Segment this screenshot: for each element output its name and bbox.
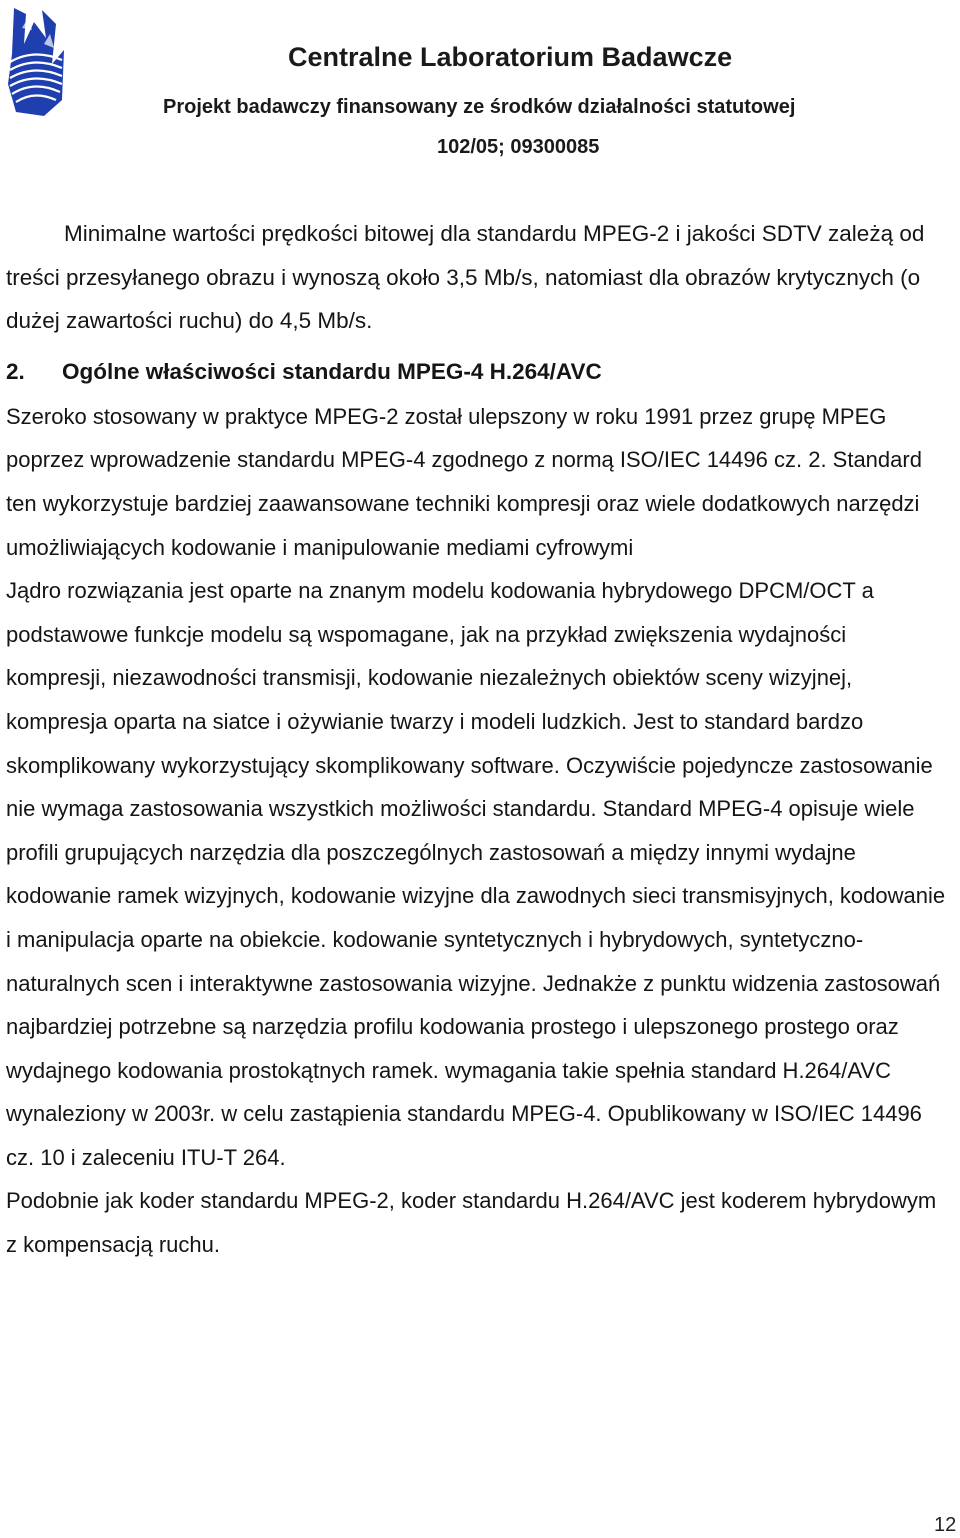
paragraph-mpeg4-intro: Szeroko stosowany w praktyce MPEG-2 został ulepszony w roku 1991 przez grupę MPEG poprzez wprowadzenie standardu MPEG-4 zgodnego z normą ISO/IEC 14496 cz. 2. Standard ten wykorzystuje bardziej zaawansowane techniki kompresji oraz wiele dodatkowych narzędzi umożliwiających kodowanie i manipulowanie mediami cyfrowymi (6, 403, 922, 560)
document-body (6, 212, 946, 1267)
header-title: Centralne Laboratorium Badawcze (288, 42, 733, 72)
page-number: 12 (934, 1514, 957, 1536)
paragraph-core: Jądro rozwiązania jest oparte na znanym modelu kodowania hybrydowego DPCM/OCT a podstawowe funkcje modelu są wspomagane, jak na przykład zwiększenia wydajności kompresji, niezawodności transmisji, kodowanie niezależnych obiektów sceny wizyjnej, kompresja oparta na siatce i ożywianie twarzy i modeli ludzkich. Jest to standard bardzo skomplikowany wykorzystujący skomplikowany software. Oczywiście pojedyncze zastosowanie nie wymaga zastosowania wszystkich możliwości standardu. Standard MPEG-4 opisuje wiele profili grupujących narzędzia dla poszczególnych zastosowań a między innymi wydajne kodowanie ramek wizyjnych, kodowanie wizyjne dla zawodnych sieci transmisyjnych, kodowanie i manipulacja oparte na obiekcie. kodowanie syntetycznych i hybrydowych, syntetyczno-naturalnych scen i interaktywne zastosowania wizyjne. Jednakże z punktu widzenia zastosowań najbardziej potrzebne są narzędzia profilu kodowania prostego i ulepszonego prostego oraz wydajnego kodowania prostokątnych ramek. wymagania takie spełnia standard H.264/AVC wynaleziony w 2003r. w celu zastąpienia standardu MPEG-4. Opublikowany w ISO/IEC 14496 cz. 10 i zaleceniu ITU-T 264. (6, 578, 946, 1170)
section-title: Ogólne właściwości standardu MPEG-4 H.264/AVC (62, 358, 602, 384)
header-subtitle: Projekt badawczy finansowany ze środków działalności statutowej (163, 96, 796, 118)
paragraph-coder: Podobnie jak koder standardu MPEG-2, koder standardu H.264/AVC jest koderem hybrydowym z kompensacją ruchu. (6, 1188, 937, 1258)
header-number: 102/05; 09300085 (437, 136, 600, 158)
section-heading (6, 349, 946, 395)
paragraph-bitrate: Minimalne wartości prędkości bitowej dla standardu MPEG-2 i jakości SDTV zależą od treści przesyłanego obrazu i wynoszą około 3,5 Mb/s, natomiast dla obrazów krytycznych (o dużej zawartości ruchu) do 4,5 Mb/s. (6, 221, 925, 334)
clb-logo-icon (4, 4, 70, 120)
section-number: 2. (6, 358, 25, 384)
